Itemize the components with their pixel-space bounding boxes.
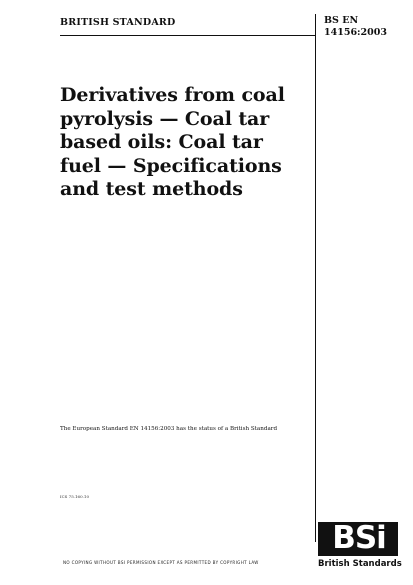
document-title: [60, 84, 310, 202]
standard-number: [324, 15, 404, 39]
document-type-label: BRITISH STANDARD: [60, 17, 176, 28]
title-line: and test methods: [60, 178, 243, 200]
status-note: The European Standard EN 14156:2003 has the status of a British Standard: [60, 426, 278, 432]
standard-number-code: 14156:2003: [324, 27, 387, 38]
copyright-notice: NO COPYING WITHOUT BSI PERMISSION EXCEPT AS PERMITTED BY COPYRIGHT LAW: [63, 560, 259, 565]
standard-number-prefix: BS EN: [324, 15, 359, 26]
title-line: based oils: Coal tar: [60, 131, 263, 153]
title-line: Derivatives from coal: [60, 84, 285, 106]
bsi-logo-caption: British Standards: [318, 559, 402, 569]
bsi-logo-mark: BSi: [332, 520, 386, 556]
title-line: pyrolysis — Coal tar: [60, 107, 270, 130]
bsi-logo-box: [318, 522, 398, 556]
title-line: fuel — Specifications: [60, 154, 282, 177]
header-rule: [60, 35, 315, 36]
margin-rule: [315, 14, 316, 542]
ics-code: ICS 75.160.10: [60, 494, 90, 499]
bsi-logo: [318, 520, 402, 572]
